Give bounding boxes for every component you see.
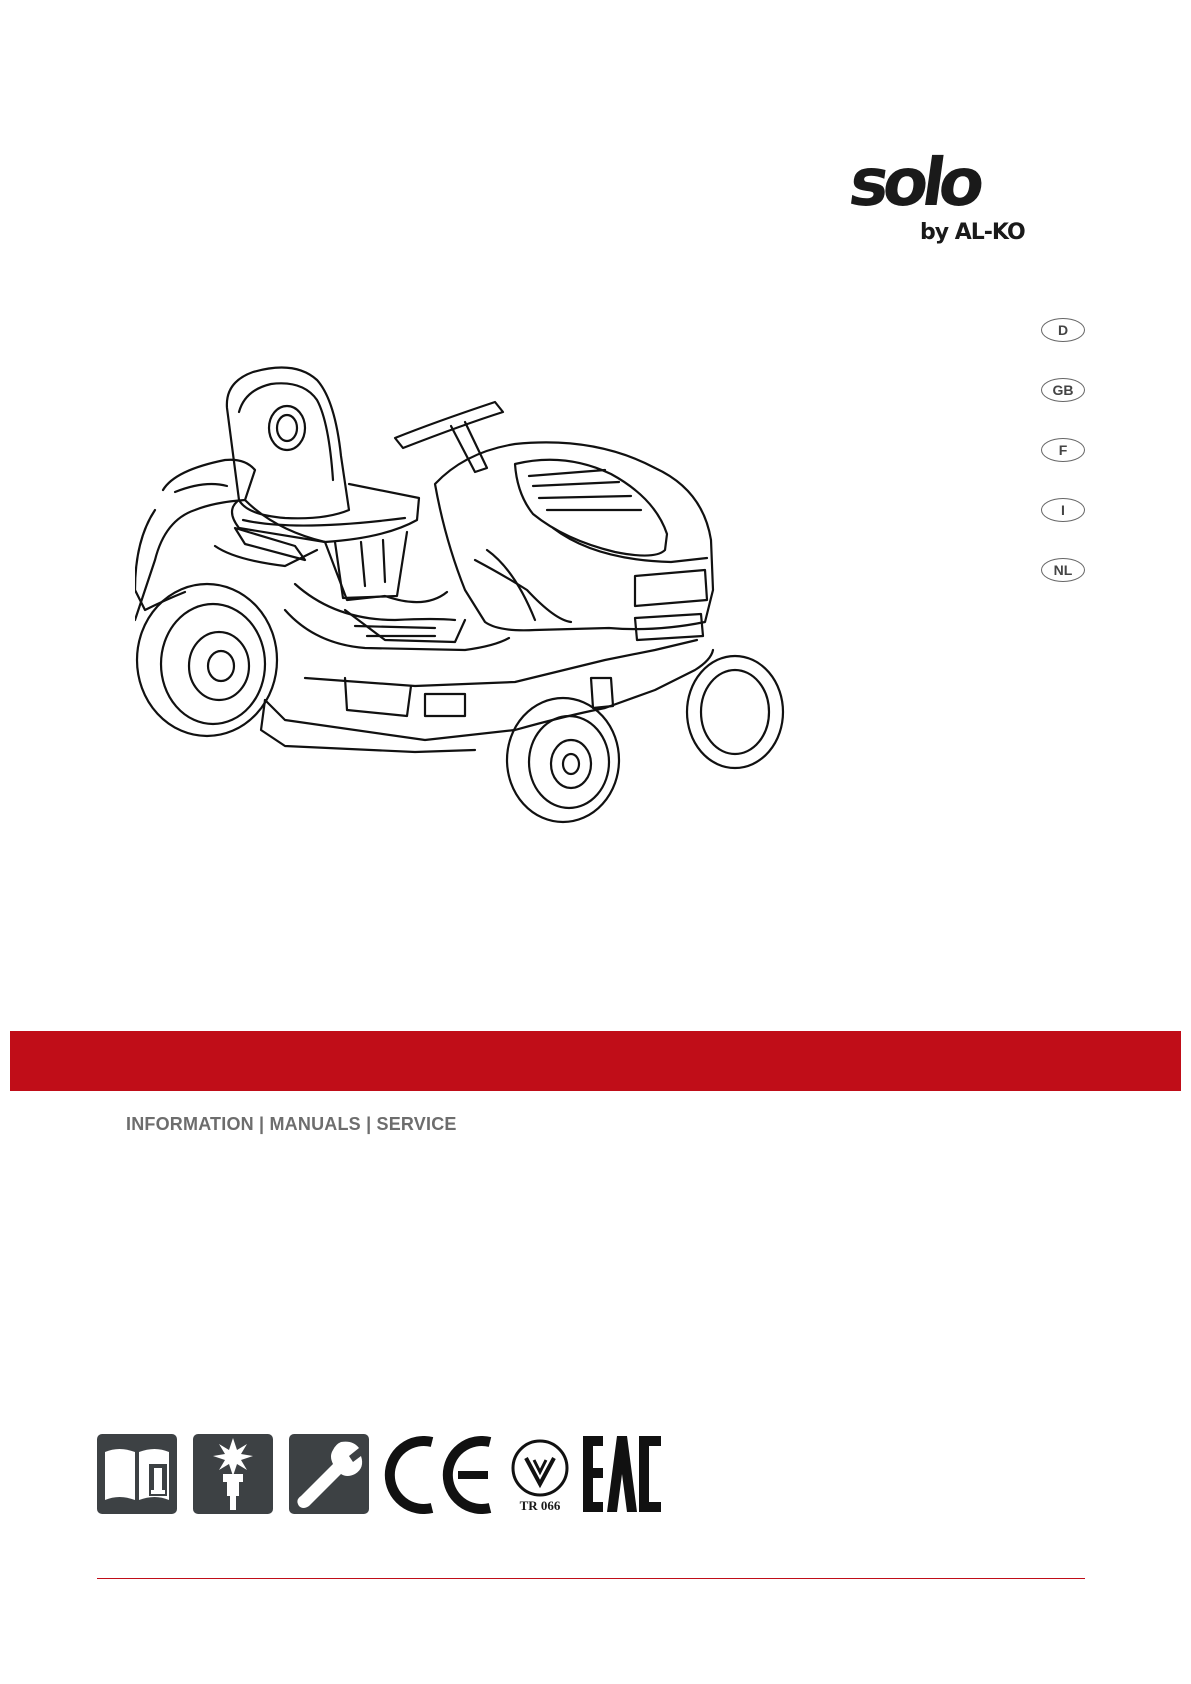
language-list (1041, 318, 1089, 618)
tagline: INFORMATION | MANUALS | SERVICE (126, 1114, 457, 1134)
brand-logo-main: solo (844, 144, 985, 221)
language-badge-i[interactable]: I (1041, 498, 1085, 522)
read-manual-icon (97, 1434, 177, 1514)
brand-logo-sub: by AL-KO (920, 220, 1025, 245)
ukrainian-conformity-icon (510, 1438, 570, 1518)
language-badge-d[interactable]: D (1041, 318, 1085, 342)
footer-divider (97, 1578, 1085, 1579)
ua-mark-label: TR 066 (519, 1498, 561, 1513)
ce-mark-icon (382, 1436, 498, 1514)
red-banner (10, 1031, 1181, 1091)
eac-mark-icon (579, 1434, 663, 1514)
spark-plug-icon (193, 1434, 273, 1514)
language-badge-f[interactable]: F (1041, 438, 1085, 462)
wrench-icon (289, 1434, 369, 1514)
language-badge-gb[interactable]: GB (1041, 378, 1085, 402)
brand-logo (844, 144, 1040, 250)
lawn-tractor-illustration (135, 360, 795, 860)
language-badge-nl[interactable]: NL (1041, 558, 1085, 582)
